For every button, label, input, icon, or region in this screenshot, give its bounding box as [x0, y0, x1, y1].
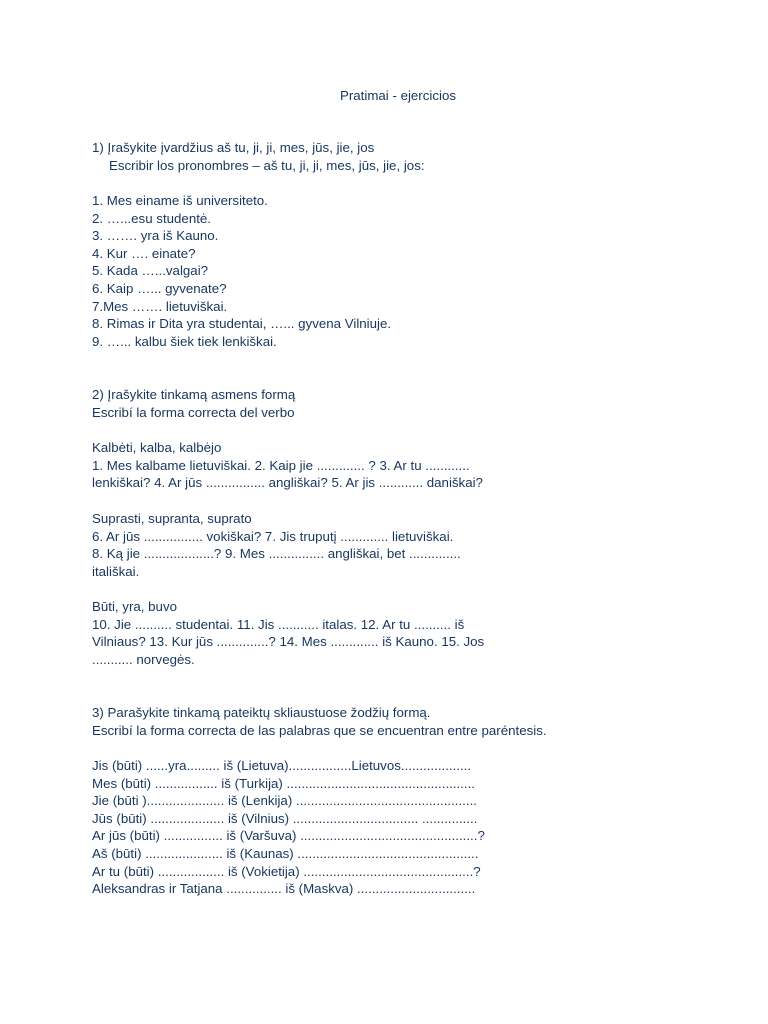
list-item: 3. ……. yra iš Kauno. [92, 228, 219, 244]
list-item: Jie (būti )..................... iš (Lenkija) ................................................. [92, 793, 477, 809]
verb-forms: Kalbėti, kalba, kalbėjo [92, 440, 222, 455]
list-item: 6. Kaip …... gyvenate? [92, 280, 227, 296]
exercise-2-group-kalbeti [92, 439, 692, 492]
exercise-line: 1. Mes kalbame lietuviškai. 2. Kaip jie ............. ? 3. Ar tu ............ [92, 457, 470, 473]
list-item: 2. …...esu studentė. [92, 210, 212, 226]
list-item: 5. Kada …...valgai? [92, 263, 209, 279]
page-title: Pratimai - ejercicios [339, 88, 456, 103]
exercise-line: 8. Ką jie ...................? 9. Mes ............... angliškai, bet .............. [92, 546, 461, 562]
exercise-2-group-buti [92, 598, 692, 668]
exercise-3-list [92, 757, 692, 898]
exercise-3-header [92, 704, 692, 739]
exercise-1-heading: 1) Įrašykite įvardžius aš tu, ji, ji, mes, jūs, jie, jos [92, 140, 375, 155]
verb-forms: Suprasti, supranta, suprato [92, 511, 252, 526]
exercise-2-header [92, 386, 692, 421]
list-item: 4. Kur …. einate? [92, 245, 196, 261]
list-item: Mes (būti) ................. iš (Turkija) ................................................... [92, 775, 475, 791]
exercise-2-heading: 2) Įrašykite tinkamą asmens formą [92, 387, 296, 402]
list-item: Jis (būti) ......yra......... iš (Lietuva).................Lietuvos................... [92, 758, 472, 773]
exercise-line: ........... norvegės. [92, 651, 195, 667]
exercise-line: 6. Ar jūs ................ vokiškai? 7. Jis truputį ............. lietuviškai. [92, 528, 454, 544]
exercise-line: Vilniaus? 13. Kur jūs ..............? 14. Mes ............. iš Kauno. 15. Jos [92, 634, 485, 650]
exercise-1-header [92, 139, 692, 174]
list-item: Ar tu (būti) .................. iš (Vokietija) ..............................................? [92, 863, 481, 879]
exercise-line: itališkai. [92, 563, 140, 579]
exercise-3-subheading: Escribí la forma correcta de las palabras que se encuentran entre paréntesis. [92, 722, 547, 738]
exercise-2-group-suprasti [92, 510, 692, 580]
exercise-1-subheading: Escribir los pronombres – aš tu, ji, ji, mes, jūs, jie, jos: [109, 157, 425, 173]
list-item: 9. …... kalbu šiek tiek lenkiškai. [92, 333, 277, 349]
exercise-1-list [92, 192, 692, 350]
list-item: 1. Mes einame iš universiteto. [92, 193, 268, 208]
exercise-3-heading: 3) Parašykite tinkamą pateiktų skliaustuose žodžių formą. [92, 705, 431, 720]
exercise-line: lenkiškai? 4. Ar jūs ................ angliškai? 5. Ar jis ............ daniškai? [92, 475, 483, 491]
list-item: 8. Rimas ir Dita yra studentai, …... gyvena Vilniuje. [92, 316, 392, 332]
list-item: Aš (būti) ..................... iš (Kaunas) ................................................. [92, 845, 479, 861]
list-item: Jūs (būti) .................... iš (Vilnius) .................................. ............... [92, 810, 478, 826]
list-item: Aleksandras ir Tatjana ............... iš (Maskva) ................................ [92, 881, 476, 897]
list-item: 7.Mes ……. lietuviškai. [92, 298, 228, 314]
exercise-line: 10. Jie .......... studentai. 11. Jis ........... italas. 12. Ar tu .......... iš [92, 616, 465, 632]
verb-forms: Būti, yra, buvo [92, 599, 177, 614]
list-item: Ar jūs (būti) ................ iš (Varšuva) ................................................? [92, 828, 485, 844]
exercise-2-subheading: Escribí la forma correcta del verbo [92, 404, 295, 420]
